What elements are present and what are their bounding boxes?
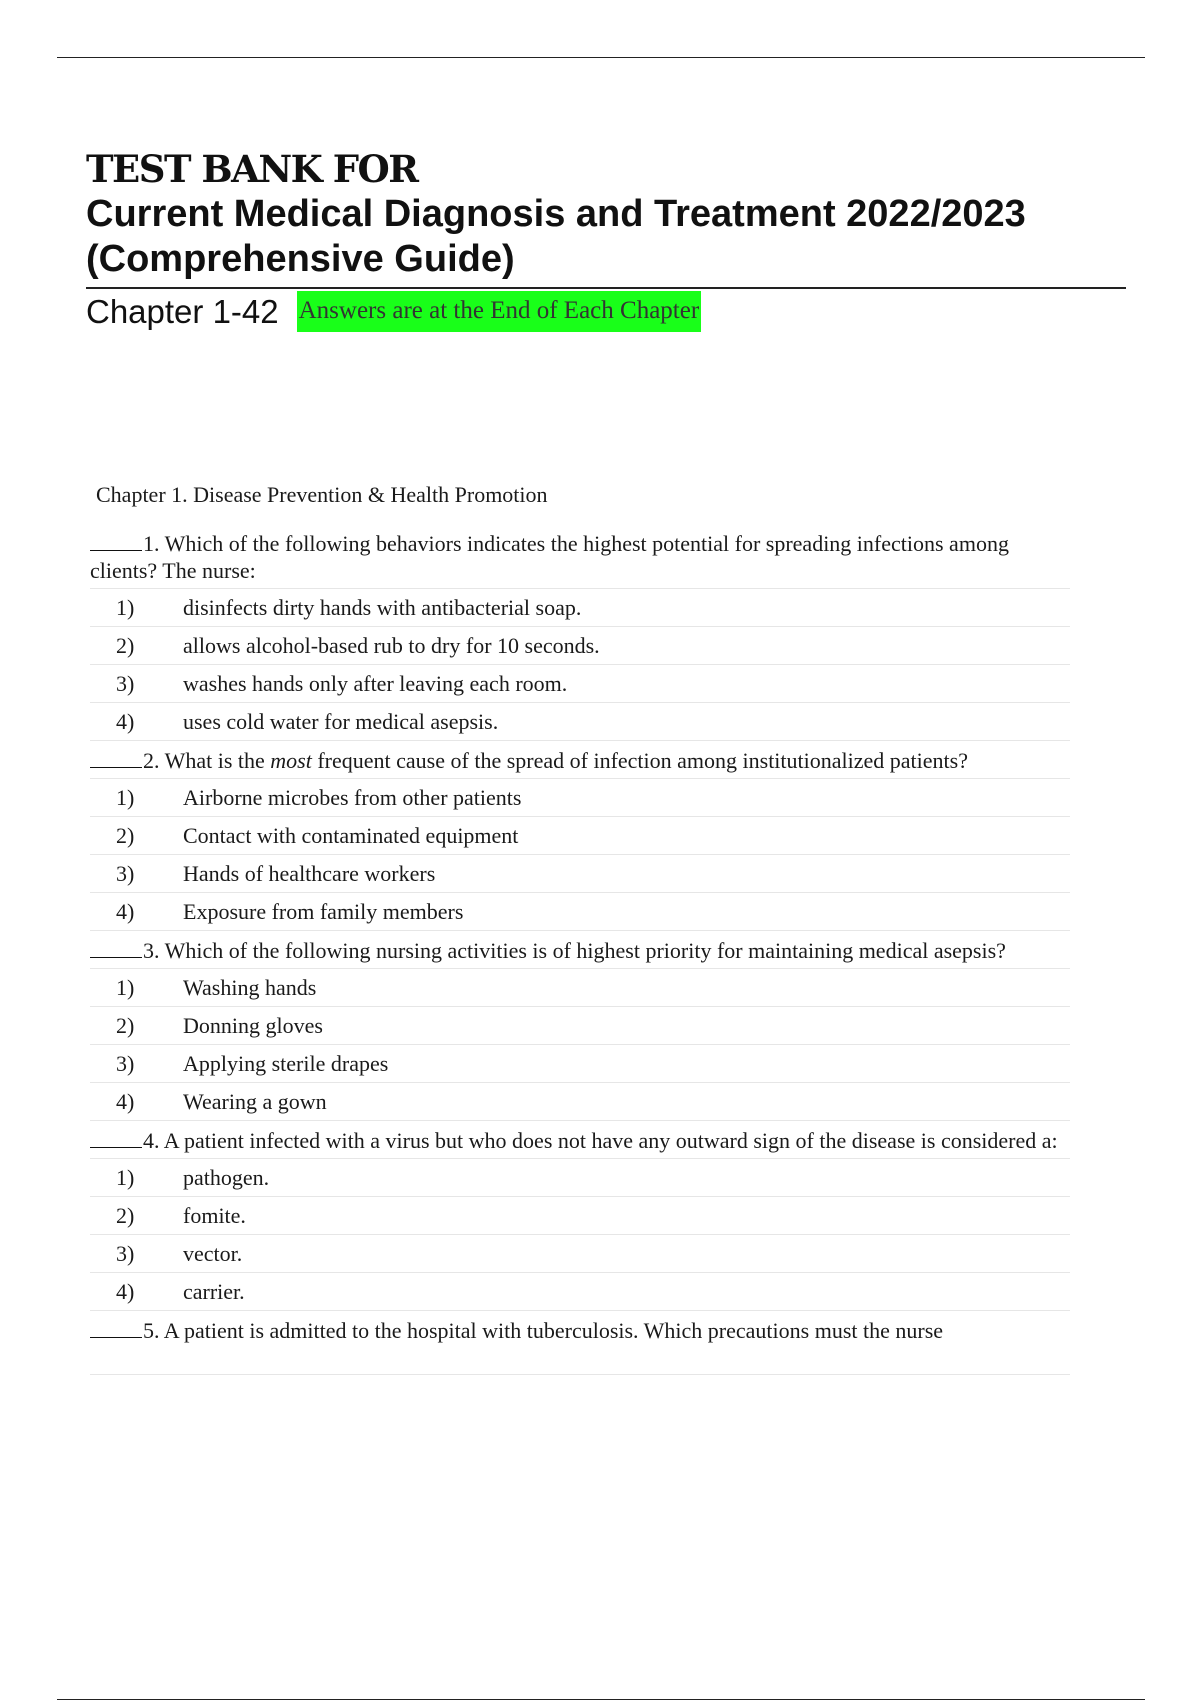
question-stem xyxy=(90,530,1070,584)
option-number: 1) xyxy=(116,974,135,1000)
option-number: 3) xyxy=(116,1240,135,1266)
answer-blank xyxy=(90,532,142,551)
title-book-name: Current Medical Diagnosis and Treatment 2022/2023 xyxy=(86,193,1026,235)
option-text: Washing hands xyxy=(183,974,317,1000)
question-stem xyxy=(90,937,1070,964)
question-stem xyxy=(90,1317,1070,1344)
option-text: fomite. xyxy=(183,1202,246,1228)
title-block xyxy=(86,146,1126,332)
option-text: pathogen. xyxy=(183,1164,270,1190)
answer-option xyxy=(90,1007,1070,1045)
option-text: Donning gloves xyxy=(183,1012,323,1038)
question-3 xyxy=(90,937,1070,1121)
option-text: Airborne microbes from other patients xyxy=(183,784,522,810)
answer-options xyxy=(90,1158,1070,1311)
chapter-heading: Chapter 1. Disease Prevention & Health Promotion xyxy=(96,482,548,507)
question-stem-text: 1. Which of the following behaviors indicates the highest potential for spreading infections among clients? The nurse: xyxy=(90,531,1009,583)
option-number: 4) xyxy=(116,708,135,734)
answer-blank xyxy=(90,1319,142,1338)
option-number: 2) xyxy=(116,632,135,658)
question-4 xyxy=(90,1127,1070,1311)
option-text: carrier. xyxy=(183,1278,245,1304)
option-number: 2) xyxy=(116,822,135,848)
option-number: 3) xyxy=(116,860,135,886)
option-text: Applying sterile drapes xyxy=(183,1050,389,1076)
answer-option xyxy=(90,893,1070,931)
top-rule xyxy=(57,57,1145,58)
option-number: 1) xyxy=(116,1164,135,1190)
option-number: 4) xyxy=(116,898,135,924)
answer-option xyxy=(90,1083,1070,1121)
question-stem xyxy=(90,747,1070,774)
answer-option xyxy=(90,969,1070,1007)
answers-highlight-note: Answers are at the End of Each Chapter xyxy=(297,291,702,332)
option-text: washes hands only after leaving each room. xyxy=(183,670,568,696)
option-text: vector. xyxy=(183,1240,243,1266)
title-divider xyxy=(86,287,1126,289)
question-stem-text: 5. A patient is admitted to the hospital with tuberculosis. Which precautions must the nurse xyxy=(143,1318,944,1343)
option-text: uses cold water for medical asepsis. xyxy=(183,708,499,734)
answer-option xyxy=(90,1159,1070,1197)
answer-blank xyxy=(90,1129,142,1148)
answer-option xyxy=(90,1273,1070,1311)
question-stem xyxy=(90,1127,1070,1154)
title-subtitle: (Comprehensive Guide) xyxy=(86,238,515,280)
answer-option xyxy=(90,817,1070,855)
option-number: 2) xyxy=(116,1202,135,1228)
title-test-bank: TEST BANK FOR xyxy=(86,147,418,191)
option-number: 2) xyxy=(116,1012,135,1038)
answer-option xyxy=(90,1197,1070,1235)
option-text: Contact with contaminated equipment xyxy=(183,822,519,848)
option-number: 3) xyxy=(116,1050,135,1076)
answer-option xyxy=(90,589,1070,627)
answer-blank xyxy=(90,939,142,958)
option-number: 1) xyxy=(116,594,135,620)
question-stem-text: 3. Which of the following nursing activities is of highest priority for maintaining medical asepsis? xyxy=(143,938,1006,963)
option-text: disinfects dirty hands with antibacterial soap. xyxy=(183,594,582,620)
document-body xyxy=(90,480,1070,1375)
option-number: 4) xyxy=(116,1088,135,1114)
question-stem-text: 4. A patient infected with a virus but who does not have any outward sign of the disease is considered a: xyxy=(143,1128,1058,1153)
option-text: allows alcohol-based rub to dry for 10 seconds. xyxy=(183,632,600,658)
answer-option xyxy=(90,1235,1070,1273)
question-2 xyxy=(90,747,1070,931)
answer-option xyxy=(90,855,1070,893)
answer-options xyxy=(90,588,1070,741)
question-stem-text-post: frequent cause of the spread of infection among institutionalized patients? xyxy=(311,748,968,773)
question-stem-emphasis: most xyxy=(270,748,312,773)
option-number: 4) xyxy=(116,1278,135,1304)
page-end-rule xyxy=(90,1374,1070,1375)
answer-option xyxy=(90,1045,1070,1083)
option-text: Wearing a gown xyxy=(183,1088,327,1114)
answer-option xyxy=(90,779,1070,817)
question-5 xyxy=(90,1317,1070,1375)
chapter-line xyxy=(86,291,1126,332)
answer-option xyxy=(90,627,1070,665)
option-number: 3) xyxy=(116,670,135,696)
answer-blank xyxy=(90,749,142,768)
question-stem-text-pre: 2. What is the xyxy=(143,748,271,773)
option-number: 1) xyxy=(116,784,135,810)
option-text: Exposure from family members xyxy=(183,898,464,924)
answer-options xyxy=(90,968,1070,1121)
option-text: Hands of healthcare workers xyxy=(183,860,436,886)
answer-option xyxy=(90,703,1070,741)
answer-option xyxy=(90,665,1070,703)
question-1 xyxy=(90,530,1070,741)
answer-options xyxy=(90,778,1070,931)
chapter-range: Chapter 1-42 xyxy=(86,292,279,330)
